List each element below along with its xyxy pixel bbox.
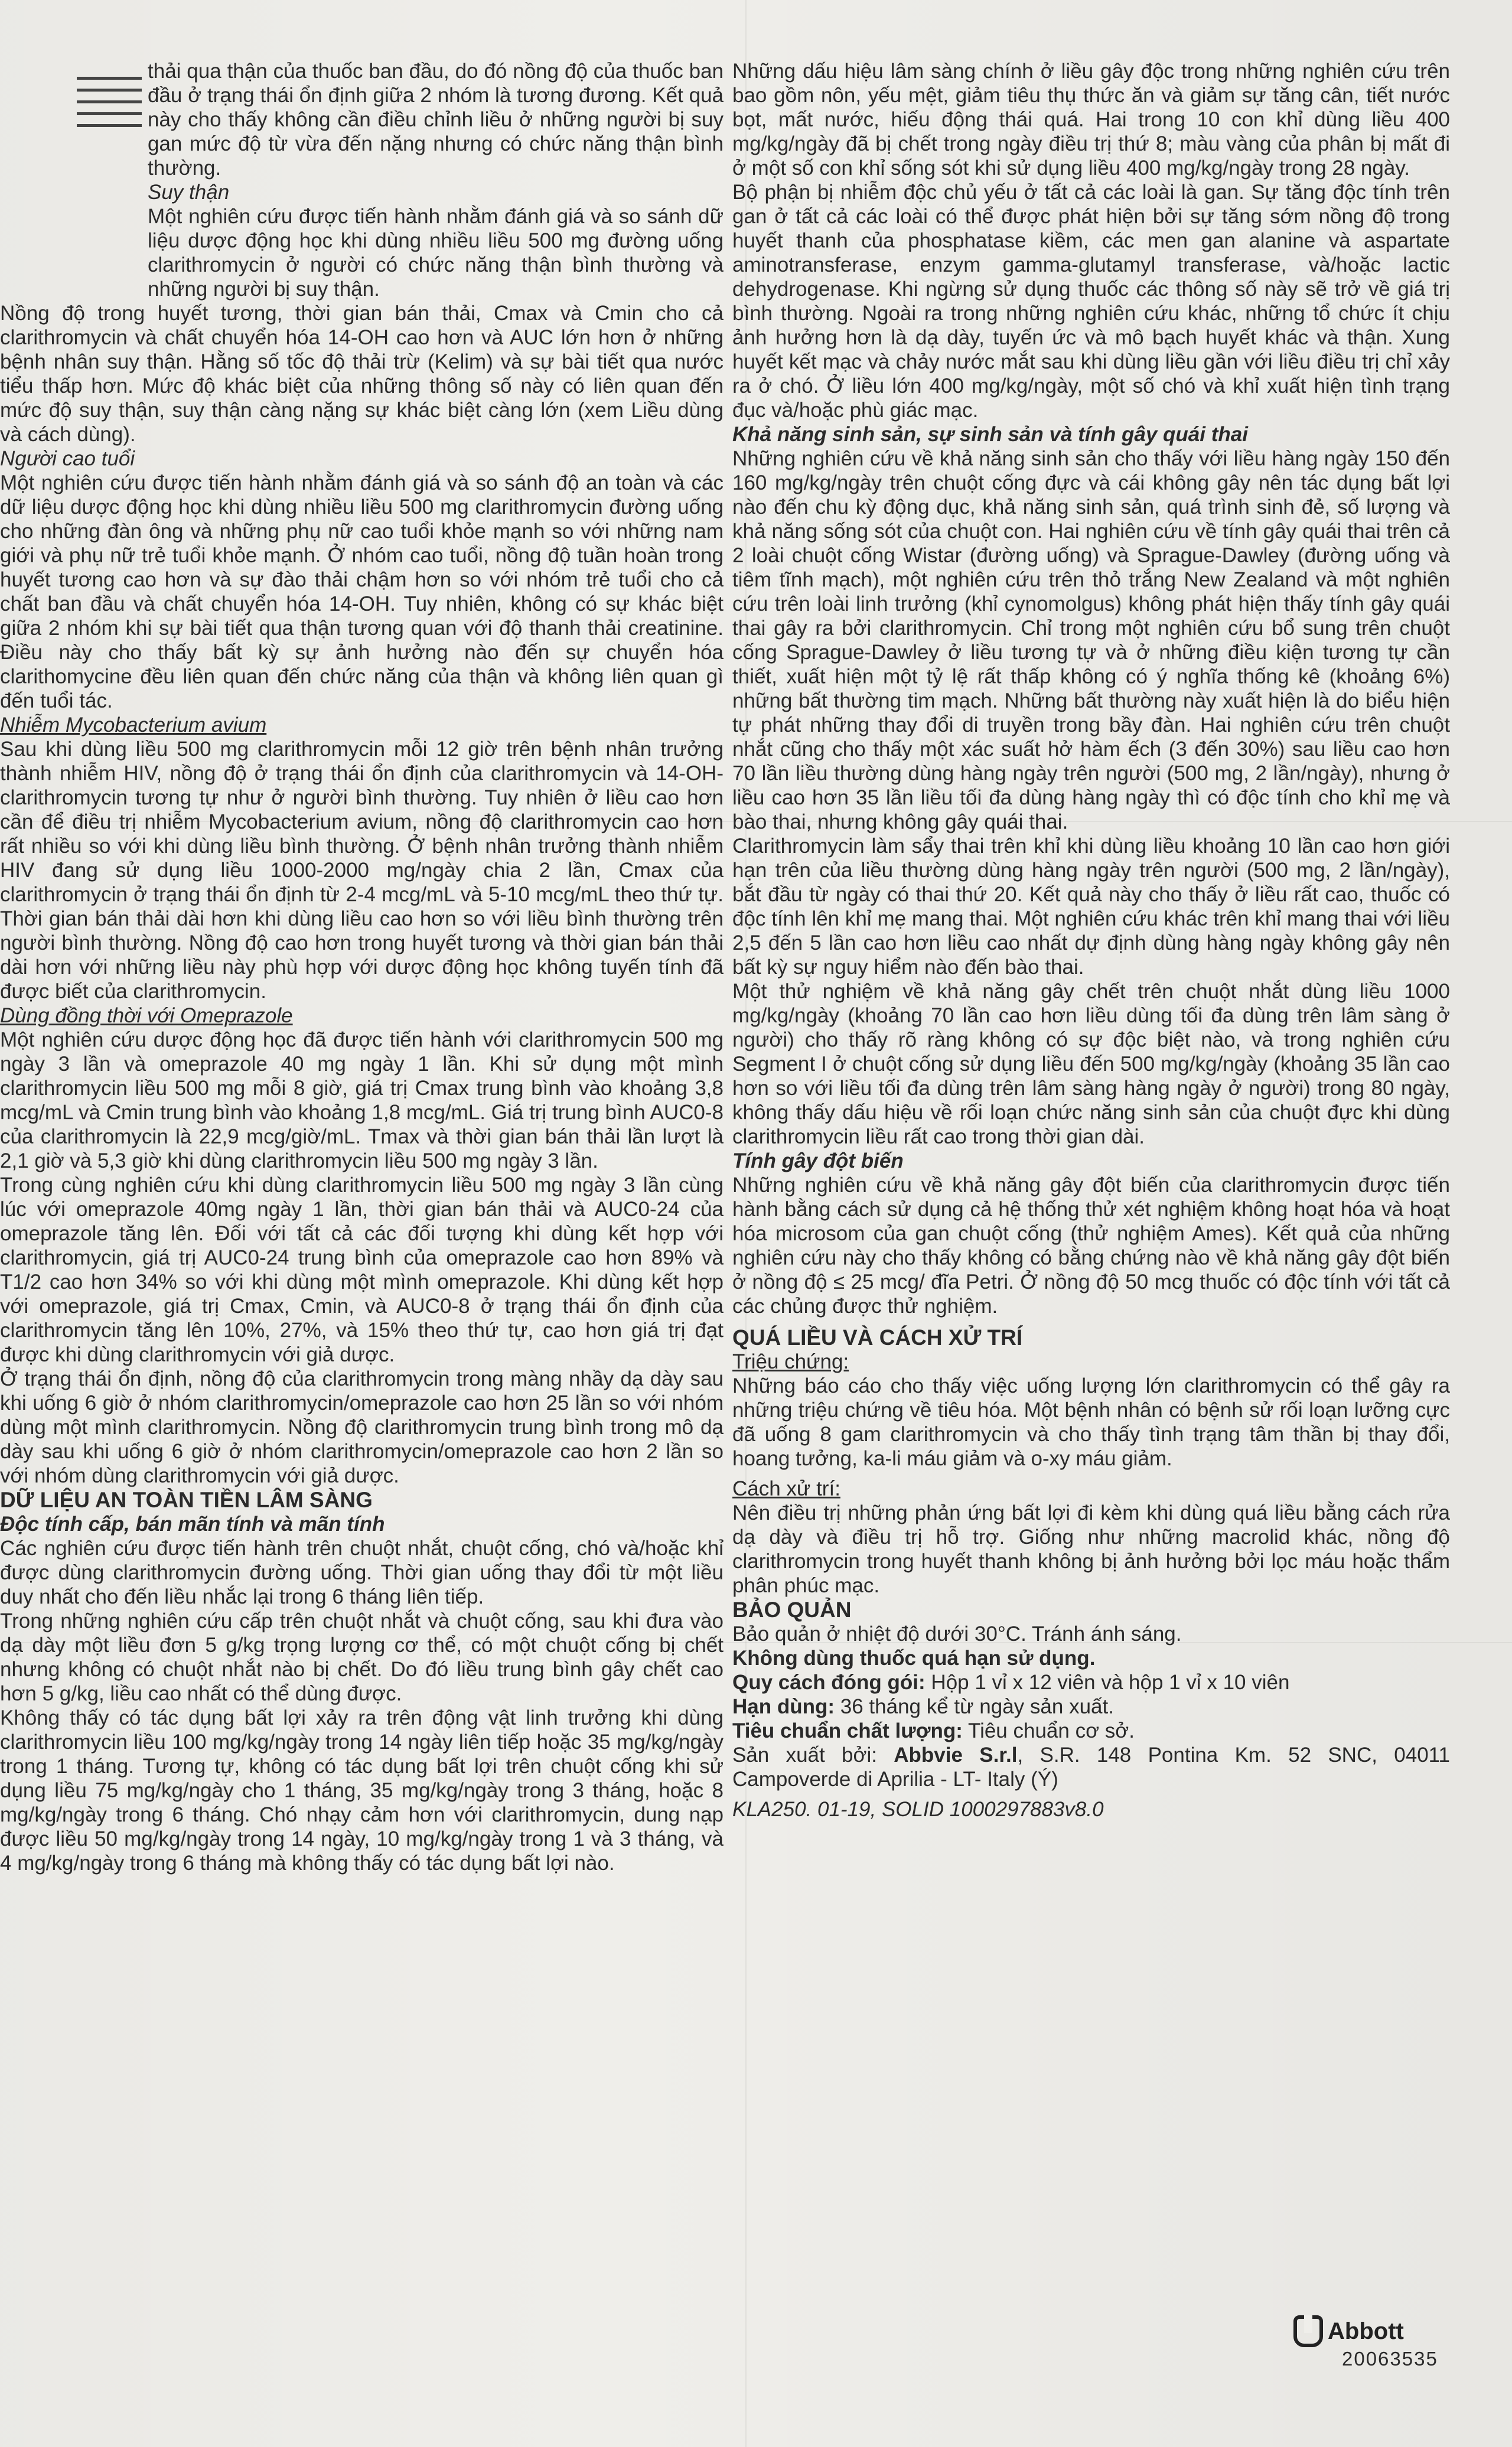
section-heading-omeprazole: Dùng đồng thời với Omeprazole [0,1004,293,1027]
manufacturer-name: Abbvie S.r.l [894,1744,1018,1767]
paragraph: Những báo cáo cho thấy việc uống lượng lớn clarithromycin có thể gây ra những triệu chứng về tiêu hóa. Một bệnh nhân có bệnh sử rối loạn lưỡng cực đã uống 8 gam clarithromycin và cho thấy tình trạng tâm thần bị thay đổi, hoang tưởng, ka-li máu giảm và o-xy máu giảm. [732,1374,1450,1470]
paragraph: Trong những nghiên cứu cấp trên chuột nhắt và chuột cống, sau khi đưa vào dạ dày một liều đơn 5 g/kg trọng lượng cơ thể, có một chuột cống bị chết nhưng không có chuột nhắt nào bị chết. Do đó liều trung bình gây chết cao hơn 5 g/kg, liều cao nhất có thể dùng được. [0,1609,724,1705]
packaging-line [732,1670,1450,1695]
label-treatment: Cách xử trí: [732,1477,840,1500]
paragraph: Những nghiên cứu về khả năng sinh sản cho thấy với liều hàng ngày 150 đến 160 mg/kg/ngày trên chuột cống đực và cái không gây nên tác dụng bất lợi nào đến chu kỳ động dục, khả năng sinh sản, quá trình sinh đẻ, số lượng và khả năng sống sót của chuột con. Hai nghiên cứu về tính gây quái thai trên cả 2 loài chuột cống Wistar (đường uống) và Sprague-Dawley (đường uống và tiêm tĩnh mạch), một nghiên cứu trên thỏ trắng New Zealand và một nghiên cứu trên loài linh trưởng (khỉ cynomolgus) không phát hiện thấy tính gây quái thai gây ra bởi clarithromycin. Chỉ trong một nghiên cứu bổ sung trên chuột cống Sprague-Dawley ở liều tương tự và ở những điều kiện tương tự cần thiết, xuất hiện một tỷ lệ rất thấp không có ý nghĩa thống kê (khoảng 6%) những bất thường tim mạch. Những bất thường này xuất hiện là do biểu hiện tự phát những thay đổi di truyền trong bầy đàn. Hai nghiên cứu trên chuột nhắt cũng cho thấy một xác suất hở hàm ếch (3 đến 30%) sau liều cao hơn 70 lần liều thường dùng hàng ngày trên người (500 mg, 2 lần/ngày), nhưng ở liều cao hơn 35 lần liều tối đa dùng hàng ngày thì có độc tính cho khỉ mẹ và bào thai, nhưng không gây quái thai. [732,447,1450,833]
expiry-value: 36 tháng kể từ ngày sản xuất. [835,1695,1114,1718]
abbott-logo-icon [1293,2315,1323,2347]
abbott-logo-text: Abbott [1328,2318,1404,2344]
section-heading-elderly: Người cao tuổi [0,447,135,470]
paragraph: Những nghiên cứu về khả năng gây đột biến của clarithromycin được tiến hành bằng cách sử dụng cả hệ thống thử xét nghiệm không hoạt hóa và hoạt hóa microsom của gan chuột cống (thử nghiệm Ames). Kết quả của những nghiên cứu này cho thấy không có bằng chứng nào về khả năng gây đột biến ở nồng độ ≤ 25 mcg/ đĩa Petri. Ở nồng độ 50 mcg thuốc có độc tính với tất cả các chủng được thử nghiệm. [732,1174,1450,1318]
paragraph: Một nghiên cứu được tiến hành nhằm đánh giá và so sánh độ an toàn và các dữ liệu dược động học khi dùng nhiều liều 500 mg clarithromycin đường uống cho những đàn ông và những phụ nữ cao tuổi khỏe mạnh so với những nam giới và phụ nữ trẻ tuổi khỏe mạnh. Ở nhóm cao tuổi, nồng độ tuần hoàn trong huyết tương cao hơn và sự đào thải chậm hơn so với nhóm trẻ tuổi cho cả chất ban đầu và chất chuyển hóa 14-OH. Tuy nhiên, không có sự khác biệt giữa 2 nhóm khi sự bài tiết qua thận tương quan với độ thanh thải creatinine. Điều này cho thấy bất kỳ sự ảnh hưởng nào đến sự chuyển hóa clarithomycine đều liên quan đến chức năng của thận và không liên quan gì đến tuổi tác. [0,471,724,712]
paragraph: Những dấu hiệu lâm sàng chính ở liều gây độc trong những nghiên cứu trên bao gồm nôn, yếu mệt, giảm tiêu thụ thức ăn và giảm sự tăng cân, tiết nước bọt, mất nước, hiếu động thái quá. Hai trong 10 con khỉ dùng liều 400 mg/kg/ngày đã bị chết trong ngày điều trị thứ 8; màu vàng của phân bị mất đi ở một số con khỉ sống sót khi sử dụng liều 400 mg/kg/ngày trong 28 ngày. [732,60,1450,180]
expiry-line [732,1695,1450,1719]
paragraph: Trong cùng nghiên cứu khi dùng clarithromycin liều 500 mg ngày 3 lần cùng lúc với omeprazole 40mg ngày 1 lần, thời gian bán thải và AUC0-24 của omeprazole tăng lên. Đối với tất cả các đối tượng khi dùng kết hợp với clarithromycin, giá trị AUC0-24 trung bình của omeprazole cao hơn 89% và T1/2 cao hơn 34% so với khi dùng một mình omeprazole. Khi dùng kết hợp với omeprazole, giá trị Cmax, Cmin, và AUC0-8 ở trạng thái ổn định của clarithromycin tăng lên 10%, 27%, và 15% theo thứ tự, cao hơn giá trị đạt được khi dùng clarithromycin với giả dược. [0,1174,724,1366]
document-code: KLA250. 01-19, SOLID 1000297883v8.0 [732,1798,1104,1821]
subsection-heading-toxicity: Độc tính cấp, bán mãn tính và mãn tính [0,1513,385,1536]
paragraph: Nên điều trị những phản ứng bất lợi đi kèm khi dùng quá liều bằng cách rửa dạ dày và điều trị hỗ trợ. Giống như những macrolid khác, nồng độ clarithromycin trong huyết thanh không bị ảnh hưởng bởi lọc máu hoặc thẩm phân phúc mạc. [732,1501,1450,1597]
paragraph: Không thấy có tác dụng bất lợi xảy ra trên động vật linh trưởng khi dùng clarithromycin liều 100 mg/kg/ngày trong 14 ngày liên tiếp hoặc 35 mg/kg/ngày trong 1 tháng. Tương tự, không có tác dụng bất lợi trên chuột cống khi sử dụng liều 75 mg/kg/ngày cho 1 tháng, 35 mg/kg/ngày trong 3 tháng, hoặc 8 mg/kg/ngày trong 6 tháng. Chó nhạy cảm hơn với clarithromycin, dung nạp được liều 50 mg/kg/ngày trong 14 ngày, 10 mg/kg/ngày trong 1 và 3 tháng, và 4 mg/kg/ngày trong 6 tháng mà không thấy có tác dụng bất lợi nào. [0,1706,724,1875]
warning-expiry: Không dùng thuốc quá hạn sử dụng. [732,1647,1096,1670]
paragraph: Nồng độ trong huyết tương, thời gian bán thải, Cmax và Cmin cho cả clarithromycin và chất chuyển hóa 14-OH cao hơn và AUC lớn hơn ở những bệnh nhân suy thận. Hằng số tốc độ thải trừ (Kelim) và sự bài tiết qua nước tiểu thấp hơn. Mức độ khác biệt của những thông số này có liên quan đến mức độ suy thận, suy thận càng nặng sự khác biệt càng lớn (xem Liều dùng và cách dùng). [0,302,724,446]
section-heading-safety: DỮ LIỆU AN TOÀN TIỀN LÂM SÀNG [0,1488,373,1512]
paragraph: Các nghiên cứu được tiến hành trên chuột nhắt, chuột cống, chó và/hoặc khỉ được dùng clarithromycin đường uống. Thời gian uống thay đổi từ một liều duy nhất cho đến liều nhắc lại trong 6 tháng liên tiếp. [0,1537,724,1608]
subsection-heading-reproduction: Khả năng sinh sản, sự sinh sản và tính gây quái thai [732,423,1248,446]
manufacturer-line [732,1743,1450,1791]
right-column [732,59,1450,1822]
subsection-heading-mutagenicity: Tính gây đột biến [732,1149,904,1172]
paragraph: Một nghiên cứu dược động học đã được tiến hành với clarithromycin 500 mg ngày 3 lần và omeprazole 40 mg ngày 1 lần. Khi sử dụng một mình clarithromycin liều 500 mg mỗi 8 giờ, giá trị Cmax trung bình vào khoảng 3,8 mcg/mL và Cmin trung bình vào khoảng 1,8 mcg/mL. Giá trị trung bình AUC0-8 của clarithromycin là 22,9 mcg/giờ/mL. Tmax và thời gian bán thải lần lượt là 2,1 giờ và 5,3 giờ khi dùng clarithromycin liều 500 mg ngày 3 lần. [0,1028,724,1172]
paragraph: thải qua thận của thuốc ban đầu, do đó nồng độ của thuốc ban đầu ở trạng thái ổn định giữa 2 nhóm là tương đương. Kết quả này cho thấy không cần điều chỉnh liều ở những người bị suy gan mức độ từ vừa đến nặng nhưng có chức năng thận bình thường. [148,60,724,180]
standard-value: Tiêu chuẩn cơ sở. [962,1719,1135,1742]
paragraph: Ở trạng thái ổn định, nồng độ của clarithromycin trong màng nhầy dạ dày sau khi uống 6 giờ ở nhóm clarithromycin/omeprazole cao hơn 25 lần so với nhóm dùng một mình clarithromycin. Nồng độ clarithromycin trung bình trong mô dạ dày sau khi uống 6 giờ ở nhóm clarithromycin/omeprazole cao hơn 2 lần so với nhóm dùng clarithromycin với giả dược. [0,1367,724,1487]
pack-value: Hộp 1 vỉ x 12 viên và hộp 1 vỉ x 10 viên [925,1671,1290,1694]
paragraph: Clarithromycin làm sẩy thai trên khỉ khi dùng liều khoảng 10 lần cao hơn giới hạn trên của liều thường dùng hàng ngày trên người (500 mg, 2 lần/ngày), bắt đầu từ ngày có thai thứ 20. Kết quả này cho thấy ở liều rất cao, thuốc có độc tính lên khỉ mẹ mang thai. Một nghiên cứu khác trên khỉ mang thai với liều 2,5 đến 5 lần cao hơn liều cao nhất dự định dùng hàng ngày không gây nên bất kỳ sự nguy hiểm nào đến bào thai. [732,835,1450,979]
section-heading-mac: Nhiễm Mycobacterium avium [0,713,267,737]
manufacturer-address: , S.R. 148 Pontina Km. 52 SNC, 04011 Campoverde di Aprilia - LT- Italy (Ý) [732,1744,1450,1791]
standard-label: Tiêu chuẩn chất lượng: [732,1719,963,1742]
standard-line [732,1719,1450,1743]
manufacturer-label: Sản xuất bởi: [732,1744,894,1767]
paragraph: Một nghiên cứu được tiến hành nhằm đánh giá và so sánh dữ liệu dược động học khi dùng nhiều liều 500 mg đường uống clarithromycin ở người có chức năng thận bình thường và những người bị suy thận. [148,205,724,301]
paragraph: Một thử nghiệm về khả năng gây chết trên chuột nhắt dùng liều 1000 mg/kg/ngày (khoảng 70 lần cao hơn liều dùng tối đa dùng trên lâm sàng ở người) cho thấy rõ ràng không có sự độc biệt nào, và trong nghiên cứu Segment I ở chuột cống sử dụng liều đến 500 mg/kg/ngày (khoảng 35 lần cao hơn so với liều tối đa dùng trên lâm sàng hàng ngày ở người) trong 80 ngày, không thấy dấu hiệu về rối loạn chức năng sinh sản của chuột đực khi dùng clarithromycin liều rất cao trong thời gian dài. [732,980,1450,1148]
paragraph: Bảo quản ở nhiệt độ dưới 30°C. Tránh ánh sáng. [732,1622,1182,1646]
section-heading-overdose: QUÁ LIỀU VÀ CÁCH XỬ TRÍ [732,1325,1023,1350]
left-column [0,59,724,1875]
abbott-logo [1293,2315,1404,2347]
section-heading-renal: Suy thận [148,181,230,204]
label-symptoms: Triệu chứng: [732,1350,849,1373]
pack-label: Quy cách đóng gói: [732,1671,926,1694]
paragraph: Bộ phận bị nhiễm độc chủ yếu ở tất cả các loài là gan. Sự tăng độc tính trên gan ở tất cả các loài có thể được phát hiện bởi sự tăng sớm nồng độ trong huyết thanh của phosphatase kiềm, các men gan alanine và aspartate aminotransferase, enzym gamma-glutamyl transferase, và/hoặc lactic dehydrogenase. Khi ngừng sử dụng thuốc các thông số này sẽ trở về giá trị bình thường. Ngoài ra trong những nghiên cứu khác, những tổ chức ít chịu ảnh hưởng hơn là dạ dày, tuyến ức và mô bạch huyết khác và thận. Xung huyết kết mạc và chảy nước mắt sau khi dùng liều gần với liều điều trị chỉ xảy ra ở chó. Ở liều lớn 400 mg/kg/ngày, một số chó và khỉ xuất hiện tình trạng đục và/hoặc phù giác mạc. [732,181,1450,422]
paragraph: Sau khi dùng liều 500 mg clarithromycin mỗi 12 giờ trên bệnh nhân trưởng thành nhiễm HIV, nồng độ ở trạng thái ổn định của clarithromycin và 14-OH-clarithromycin tương tự như ở người bình thường. Tuy nhiên ở liều cao hơn cần để điều trị nhiễm Mycobacterium avium, nồng độ clarithromycin cao hơn rất nhiều so với khi dùng liều bình thường. Ở bệnh nhân trưởng thành nhiễm HIV đang sử dụng liều 1000-2000 mg/ngày chia 2 lần, Cmax của clarithromycin ở trạng thái ổn định từ 2-4 mcg/mL và 5-10 mcg/mL theo thứ tự. Thời gian bán thải dài hơn khi dùng liều cao hơn so với liều bình thường trên người bình thường. Nồng độ cao hơn trong huyết tương và thời gian bán thải dài hơn với những liều này phù hợp với dược động học không tuyến tính đã được biết của clarithromycin. [0,738,724,1003]
expiry-label: Hạn dùng: [732,1695,835,1718]
product-code: 20063535 [1342,2348,1438,2370]
section-heading-storage: BẢO QUẢN [732,1598,852,1622]
